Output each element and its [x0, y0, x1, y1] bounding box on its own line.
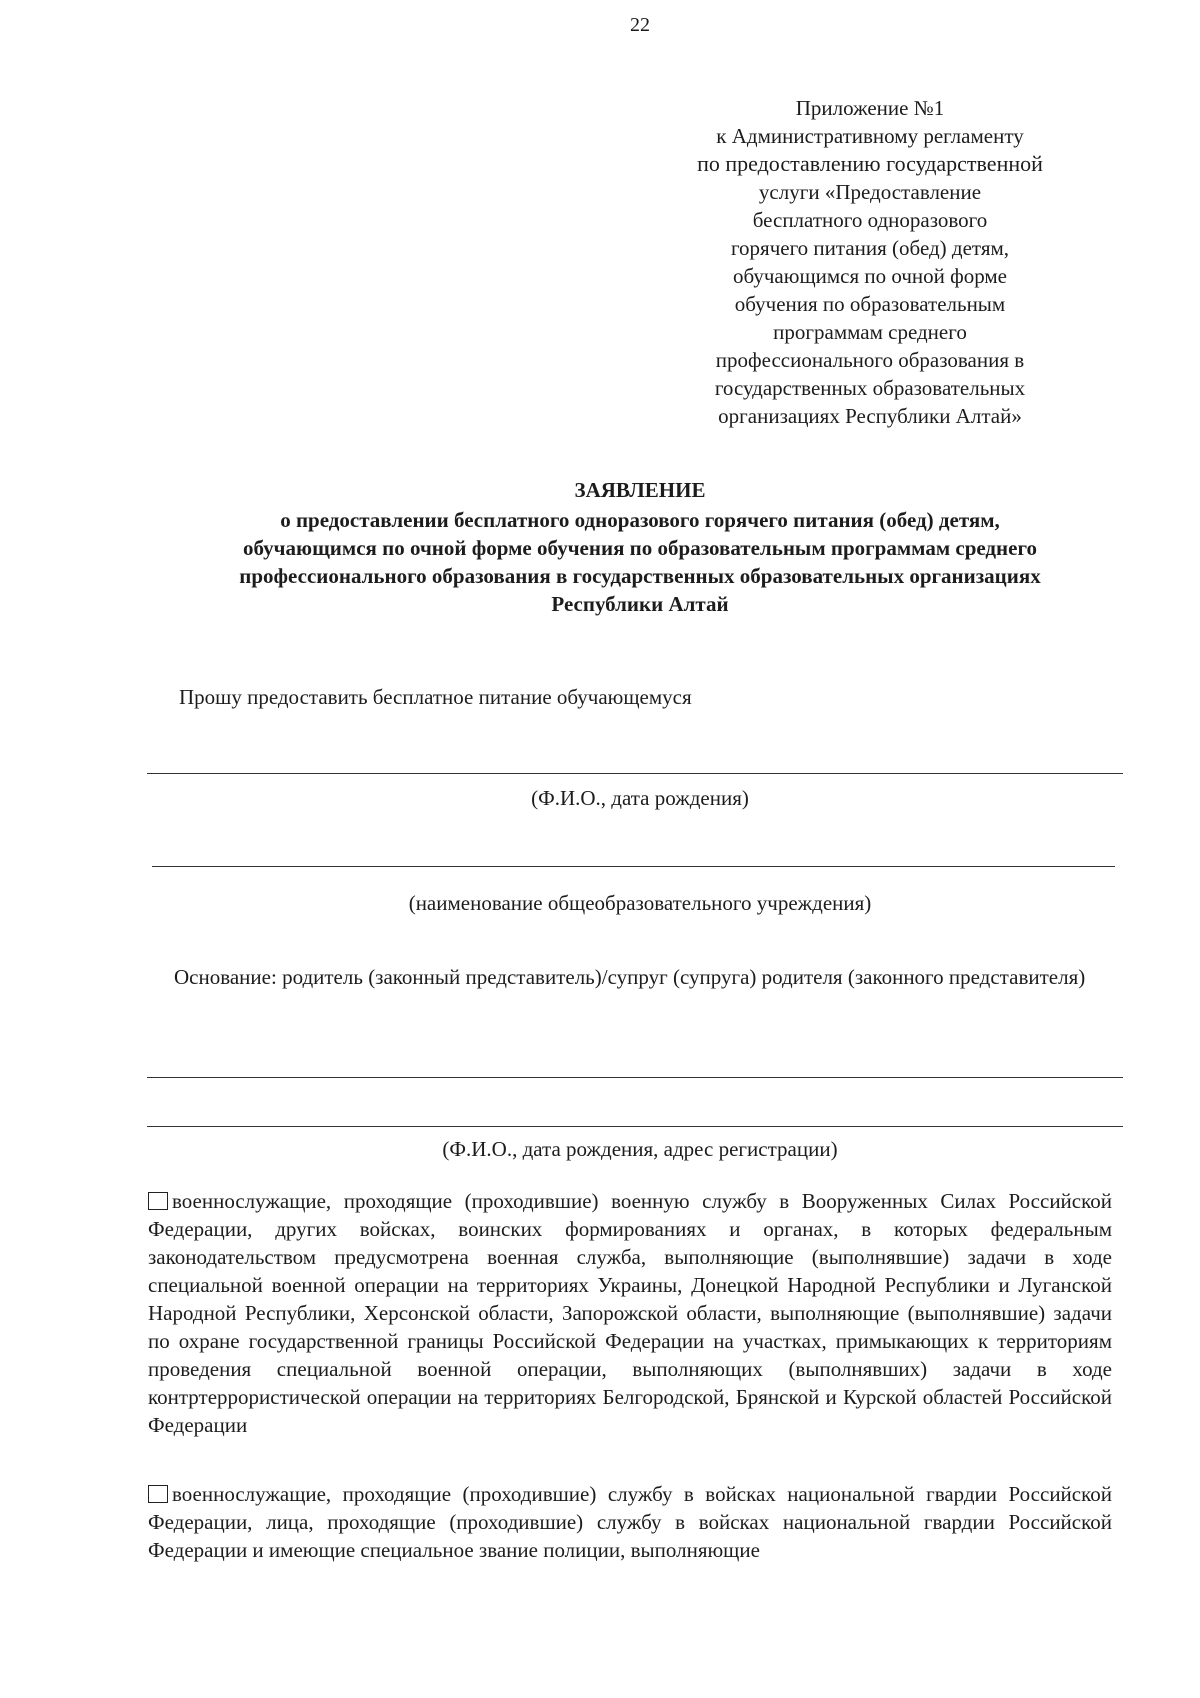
checkbox[interactable] [148, 1192, 168, 1210]
appendix-line: по предоставлению государственной [697, 151, 1043, 176]
option-text: военнослужащие, проходящие (проходившие) службу в войсках национальной гвардии Российской Федерации, лица, проходящие (проходившие) службу в войсках национальной гвардии Российской Федерации и имеющие специальное звание полиции, выполняющие [148, 1482, 1112, 1562]
appendix-line: Приложение №1 [795, 96, 945, 120]
appendix-line: профессионального образования в [715, 348, 1025, 372]
institution-caption: (наименование общеобразовательного учреждения) [408, 891, 872, 915]
parent-fill-line-1[interactable] [147, 1077, 1123, 1078]
document-subtitle-line: профессионального образования в государственных образовательных организациях [239, 564, 1041, 588]
document-subtitle-line: обучающимся по очной форме обучения по образовательным программам среднего [242, 536, 1037, 560]
appendix-line: государственных образовательных [714, 376, 1026, 400]
basis-text: Основание: родитель (законный представитель)/супруг (супруга) родителя (законного представителя) [174, 965, 1086, 989]
parent-caption: (Ф.И.О., дата рождения, адрес регистрации) [442, 1137, 838, 1161]
appendix-line: обучающимся по очной форме [732, 264, 1007, 288]
option-military-sso [148, 1187, 1112, 1439]
document-title-block [140, 476, 1140, 618]
student-name-caption: (Ф.И.О., дата рождения) [531, 786, 749, 810]
appendix-line: горячего питания (обед) детям, [730, 236, 1010, 260]
page-number: 22 [630, 14, 650, 36]
appendix-line: обучения по образовательным [734, 292, 1006, 316]
appendix-line: к Административному регламенту [716, 124, 1024, 148]
institution-fill-line[interactable] [152, 866, 1115, 867]
option-national-guard [148, 1480, 1112, 1564]
appendix-line: программам среднего [773, 320, 967, 344]
option-text: военнослужащие, проходящие (проходившие) военную службу в Вооруженных Силах Российской Федерации, других войсках, воинских формированиях и органах, в которых федеральным законодательством предусмотрена военная служба, выполняющие (выполнявшие) задачи в ходе специальной военной операции на территориях Украины, Донецкой Народной Республики и Луганской Народной Республики, Херсонской области, Запорожской области, выполняющие (выполнявшие) задачи по охране государственной границы Российской Федерации на участках, примыкающих к территориям проведения специальной военной операции, выполняющих (выполнявших) задачи в ходе контртеррористической операции на территориях Белгородской, Брянской и Курской областей Российской Федерации [148, 1189, 1112, 1437]
student-name-fill-line[interactable] [147, 773, 1123, 774]
parent-fill-line-2[interactable] [147, 1126, 1123, 1127]
checkbox[interactable] [148, 1485, 168, 1503]
appendix-line: организациях Республики Алтай» [718, 404, 1022, 428]
document-subtitle-line: о предоставлении бесплатного одноразового горячего питания (обед) детям, [280, 508, 1000, 532]
request-text: Прошу предоставить бесплатное питание обучающемуся [179, 685, 692, 709]
appendix-line: услуги «Предоставление [758, 180, 982, 204]
appendix-header [660, 94, 1080, 430]
document-subtitle-line: Республики Алтай [551, 592, 729, 616]
appendix-line: бесплатного одноразового [752, 208, 988, 232]
document-title: ЗАЯВЛЕНИЕ [574, 478, 706, 502]
